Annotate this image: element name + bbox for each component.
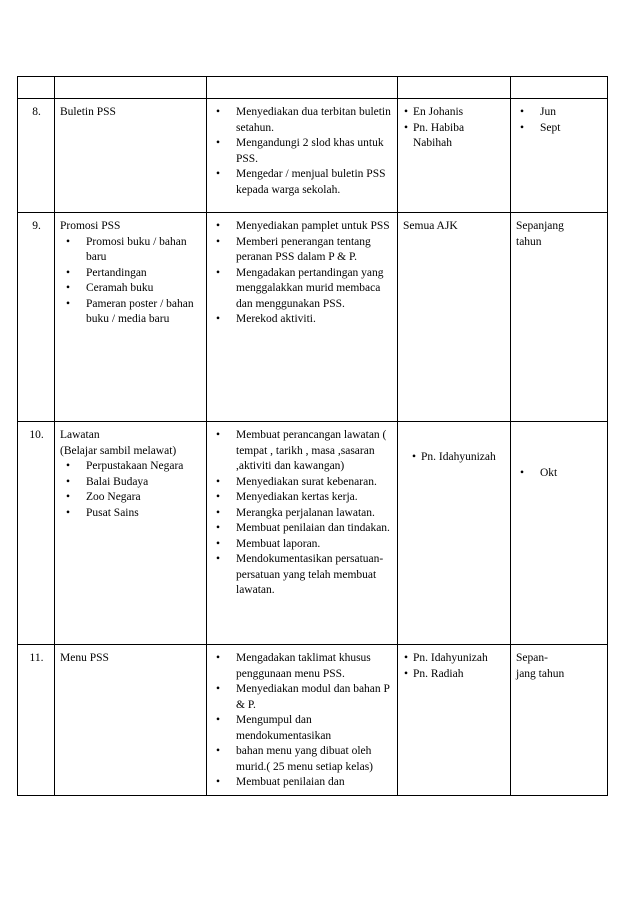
list-item: • Mengumpul dan mendokumentasikan [212, 713, 393, 744]
list-item: • Pn. Radiah [403, 667, 506, 683]
strategy-cell [207, 645, 398, 796]
strategy-list [212, 105, 393, 198]
header-cell [55, 77, 207, 99]
list-item: • Membuat perancangan lawatan ( tempat , tarikh , masa ,sasaran ,aktiviti dan kawangan) [212, 428, 393, 475]
list-item: • Merekod aktiviti. [212, 312, 393, 328]
list-item: • Mengadakan taklimat khusus penggunaan menu PSS. [212, 651, 393, 682]
list-item: • Mendokumentasikan persatuan-persatuan yang telah membuat lawatan. [212, 552, 393, 599]
list-item: • En Johanis [403, 105, 506, 121]
implementer-cell [398, 213, 511, 422]
row-number: 11. [18, 645, 55, 796]
list-item: • Zoo Negara [60, 490, 202, 506]
period-cell [511, 213, 608, 422]
activity-title: Lawatan [60, 429, 100, 441]
activity-sublist [60, 235, 202, 328]
period-list [516, 105, 603, 136]
activity-plan-table [17, 76, 608, 796]
list-item: • Mengedar / menjual buletin PSS kepada warga sekolah. [212, 167, 393, 198]
period-cell [511, 422, 608, 645]
period-list [516, 466, 603, 482]
activity-title: Menu PSS [60, 652, 109, 664]
list-item: • Membuat penilaian dan [212, 775, 393, 791]
list-item: • Menyediakan modul dan bahan P & P. [212, 682, 393, 713]
list-item: • bahan menu yang dibuat oleh murid.( 25 menu setiap kelas) [212, 744, 393, 775]
strategy-list [212, 428, 393, 599]
period-cell [511, 645, 608, 796]
list-item: • Sept [516, 121, 603, 137]
list-item: • Ceramah buku [60, 281, 202, 297]
strategy-list [212, 651, 393, 791]
period-text: Sepan-jang tahun [516, 652, 565, 680]
implementer-cell [398, 99, 511, 213]
activity-title: Promosi PSS [60, 220, 121, 232]
implementer-list [403, 651, 506, 682]
table-row [18, 99, 608, 213]
table-row [18, 645, 608, 796]
period-cell [511, 99, 608, 213]
row-number: 8. [18, 99, 55, 213]
list-item: • Pn. Idahyunizah [411, 450, 506, 466]
list-item: • Promosi buku / bahan baru [60, 235, 202, 266]
table-header-row [18, 77, 608, 99]
table-row [18, 213, 608, 422]
list-item: • Merangka perjalanan lawatan. [212, 506, 393, 522]
activity-cell [55, 99, 207, 213]
list-item: • Perpustakaan Negara [60, 459, 202, 475]
list-item: • Menyediakan kertas kerja. [212, 490, 393, 506]
row-number: 9. [18, 213, 55, 422]
list-item: • Jun [516, 105, 603, 121]
list-item: • Pertandingan [60, 266, 202, 282]
activity-cell [55, 422, 207, 645]
list-item: • Memberi penerangan tentang peranan PSS dalam P & P. [212, 235, 393, 266]
period-text: Sepanjang tahun [516, 220, 564, 248]
list-item: • Mengadakan pertandingan yang menggalakkan murid membaca dan menggunakan PSS. [212, 266, 393, 313]
activity-title: Buletin PSS [60, 106, 116, 118]
activity-cell [55, 213, 207, 422]
activity-note: (Belajar sambil melawat) [60, 444, 177, 457]
list-item: • Menyediakan pamplet untuk PSS [212, 219, 393, 235]
implementer-list [403, 450, 506, 466]
header-cell [398, 77, 511, 99]
strategy-cell [207, 99, 398, 213]
list-item: • Pn. Habiba Nabihah [403, 121, 506, 152]
implementer-cell [398, 422, 511, 645]
header-cell [511, 77, 608, 99]
implementer-list [403, 105, 506, 152]
header-cell [18, 77, 55, 99]
list-item: • Balai Budaya [60, 475, 202, 491]
table-row [18, 422, 608, 645]
activity-sublist [60, 459, 202, 521]
implementer-text: Semua AJK [403, 220, 458, 232]
list-item: • Okt [516, 466, 603, 482]
header-cell [207, 77, 398, 99]
list-item: • Menyediakan dua terbitan buletin setahun. [212, 105, 393, 136]
strategy-cell [207, 213, 398, 422]
row-number: 10. [18, 422, 55, 645]
implementer-cell [398, 645, 511, 796]
list-item: • Menyediakan surat kebenaran. [212, 475, 393, 491]
list-item: • Pameran poster / bahan buku / media baru [60, 297, 202, 328]
list-item: • Mengandungi 2 slod khas untuk PSS. [212, 136, 393, 167]
activity-cell [55, 645, 207, 796]
strategy-list [212, 219, 393, 328]
list-item: • Pn. Idahyunizah [403, 651, 506, 667]
list-item: • Membuat penilaian dan tindakan. [212, 521, 393, 537]
list-item: • Pusat Sains [60, 506, 202, 522]
strategy-cell [207, 422, 398, 645]
list-item: • Membuat laporan. [212, 537, 393, 553]
